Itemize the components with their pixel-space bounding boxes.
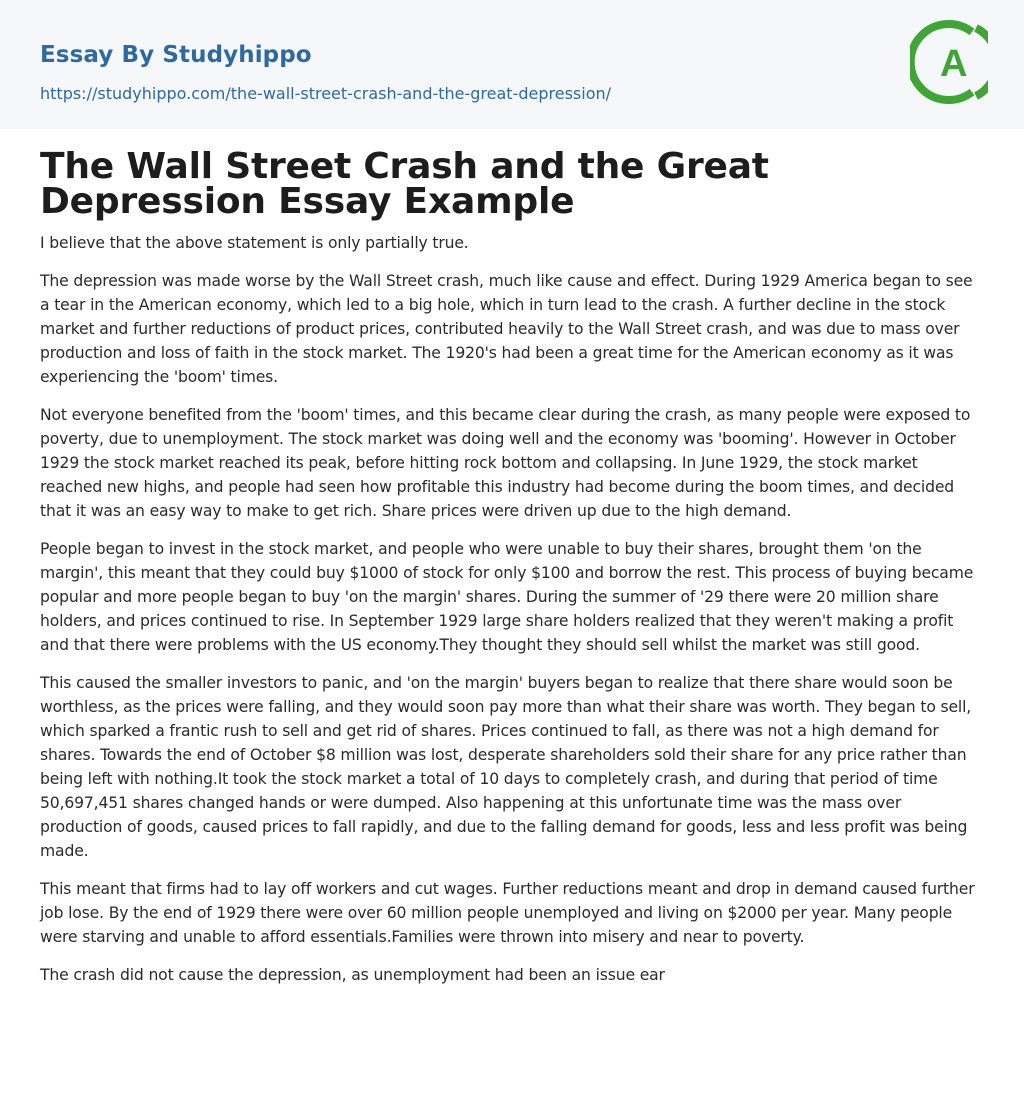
article <box>0 129 1024 987</box>
paragraph-4: People began to invest in the stock market, and people who were unable to buy their shares, brought them 'on the margin', this meant that they could buy $1000 of stock for only $100 and borrow the rest. This process of buying became popular and more people began to buy 'on the margin' shares. During the summer of '29 there were 20 million share holders, and prices continued to rise. In September 1929 large share holders realized that they weren't making a profit and that there were problems with the US economy.They thought they should sell whilst the market was still good. <box>40 540 974 654</box>
studyhippo-logo-icon[interactable] <box>910 18 988 106</box>
paragraph-1: I believe that the above statement is only partially true. <box>40 234 469 252</box>
page-title: The Wall Street Crash and the Great Depression Essay Example <box>40 146 769 222</box>
site-header <box>0 0 1024 129</box>
paragraph-2: The depression was made worse by the Wall Street crash, much like cause and effect. During 1929 America began to see a tear in the American economy, which led to a big hole, which in turn lead to the crash. A further decline in the stock market and further reductions of product prices, contributed heavily to the Wall Street crash, and was due to mass over production and loss of faith in the stock market. The 1920's had been a great time for the American economy as it was experiencing the 'boom' times. <box>40 272 973 386</box>
paragraph-7: The crash did not cause the depression, as unemployment had been an issue ear <box>40 966 665 984</box>
brand-title[interactable]: Essay By Studyhippo <box>40 42 312 68</box>
paragraph-3: Not everyone benefited from the 'boom' times, and this became clear during the crash, as many people were exposed to poverty, due to unemployment. The stock market was doing well and the economy was 'booming'. However in October 1929 the stock market reached its peak, before hitting rock bottom and collapsing. In June 1929, the stock market reached new highs, and people had seen how profitable this industry had become during the boom times, and decided that it was an easy way to make to get rich. Share prices were driven up due to the high demand. <box>40 406 971 520</box>
essay-url-link[interactable]: https://studyhippo.com/the-wall-street-crash-and-the-great-depression/ <box>40 84 612 103</box>
paragraph-6: This meant that firms had to lay off workers and cut wages. Further reductions meant and drop in demand caused further job lose. By the end of 1929 there were over 60 million people unemployed and living on $2000 per year. Many people were starving and unable to afford essentials.Families were thrown into misery and near to poverty. <box>40 880 975 946</box>
logo-letter: A <box>940 43 968 85</box>
paragraph-5: This caused the smaller investors to panic, and 'on the margin' buyers began to realize that there share would soon be worthless, as the prices were falling, and they would soon pay more than what their share was worth. They began to sell, which sparked a frantic rush to sell and get rid of shares. Prices continued to fall, as there was not a high demand for shares. Towards the end of October $8 million was lost, desperate shareholders sold their share for any price rather than being left with nothing.It took the stock market a total of 10 days to completely crash, and during that period of time 50,697,451 shares changed hands or were dumped. Also happening at this unfortunate time was the mass over production of goods, caused prices to fall rapidly, and due to the falling demand for goods, less and less profit was being made. <box>40 674 972 860</box>
